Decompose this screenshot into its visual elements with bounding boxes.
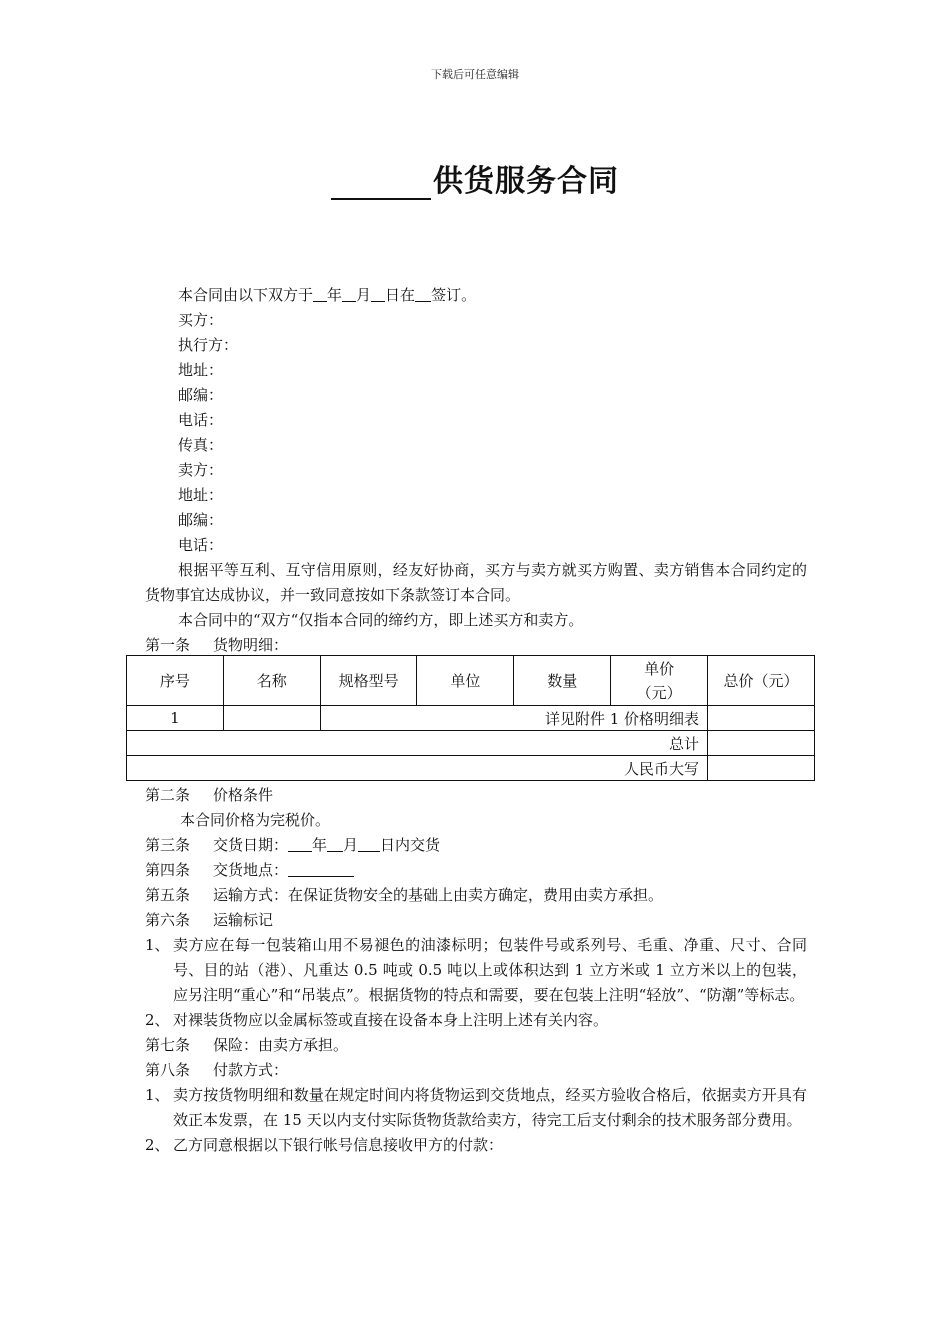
delivery-place-blank <box>288 859 354 877</box>
list-item-number: 2、 <box>145 1136 170 1154</box>
col-header-unit: 单位 <box>417 656 514 706</box>
contract-intro <box>145 283 807 658</box>
article-4-label: 交货地点： <box>213 861 289 879</box>
article-8-heading <box>145 1058 807 1083</box>
total-value-cell <box>708 731 815 756</box>
delivery-year-label: 年 <box>312 836 328 854</box>
unit-price-label: 单价 <box>644 659 675 678</box>
goods-table <box>126 655 815 781</box>
delivery-day-blank <box>358 834 380 852</box>
list-item <box>145 1133 807 1158</box>
list-item <box>145 933 807 1008</box>
month-blank <box>342 284 356 302</box>
col-header-spec: 规格型号 <box>320 656 417 706</box>
delivery-month-blank <box>327 834 343 852</box>
article-5 <box>145 883 807 908</box>
article-1-title: 货物明细： <box>213 636 289 654</box>
row-total-cell <box>708 706 815 731</box>
article-3-label: 交货日期： <box>213 836 289 854</box>
rmb-label: 人民币大写 <box>127 756 708 781</box>
unit-price-currency: （元） <box>636 683 682 702</box>
title-blank <box>331 168 431 200</box>
article-2-body: 本合同价格为完税价。 <box>180 811 331 829</box>
month-label: 月 <box>356 286 372 304</box>
article-4 <box>145 858 807 883</box>
article-6-number: 第六条 <box>145 911 191 929</box>
col-header-total: 总价（元） <box>708 656 815 706</box>
buyer-postcode: 邮编： <box>178 386 224 404</box>
article-4-number: 第四条 <box>145 861 191 879</box>
delivery-month-label: 月 <box>343 836 359 854</box>
article-7-text: 保险：由卖方承担。 <box>213 1036 349 1054</box>
article-7-number: 第七条 <box>145 1036 191 1054</box>
buyer-address: 地址： <box>178 361 224 379</box>
delivery-day-suffix: 日内交货 <box>380 836 441 854</box>
list-item-text: 对裸装货物应以金属标签或直接在设备本身上注明上述有关内容。 <box>173 1011 609 1029</box>
article-2-number: 第二条 <box>145 786 191 804</box>
buyer-phone: 电话： <box>178 411 224 429</box>
article-5-text: 运输方式：在保证货物安全的基础上由卖方确定，费用由卖方承担。 <box>213 886 664 904</box>
total-label: 总计 <box>127 731 708 756</box>
title-text: 供货服务合同 <box>433 164 619 199</box>
list-item-text: 卖方按货物明细和数量在规定时间内将货物运到交货地点，经买方验收合格后，依据卖方开具有效正本发票，在 15 天以内支付实际货物货款给卖方，待完工后支付剩余的技术服务部分费用。 <box>173 1086 807 1129</box>
party-executor: 执行方： <box>178 336 239 354</box>
article-1-number: 第一条 <box>145 636 191 654</box>
col-header-name: 名称 <box>223 656 320 706</box>
party-seller: 卖方： <box>178 461 224 479</box>
list-item <box>145 1008 807 1033</box>
delivery-year-blank <box>288 834 312 852</box>
place-blank <box>415 284 431 302</box>
article-3 <box>145 833 807 858</box>
list-item-number: 1、 <box>145 936 170 954</box>
seller-phone: 电话： <box>178 536 224 554</box>
definition: 本合同中的“双方“仅指本合同的缔约方，即上述买方和卖方。 <box>178 611 584 629</box>
seller-postcode: 邮编： <box>178 511 224 529</box>
day-label: 日在 <box>385 286 416 304</box>
sign-line <box>145 283 807 308</box>
list-item-text: 乙方同意根据以下银行帐号信息接收甲方的付款： <box>173 1136 504 1154</box>
article-3-number: 第三条 <box>145 836 191 854</box>
col-header-unit-price <box>611 656 708 706</box>
row-name-cell <box>223 706 320 731</box>
article-2-heading <box>145 783 807 808</box>
list-item <box>145 1083 807 1133</box>
col-header-qty: 数量 <box>514 656 611 706</box>
rmb-row <box>127 756 815 781</box>
year-label: 年 <box>327 286 343 304</box>
preamble: 根据平等互利、互守信用原则，经友好协商，买方与卖方就买方购置、卖方销售本合同约定的货物事宜达成协议，并一致同意按如下条款签订本合同。 <box>145 561 807 604</box>
article-8-title: 付款方式： <box>213 1061 289 1079</box>
table-header-row <box>127 656 815 706</box>
total-row <box>127 731 815 756</box>
rmb-value-cell <box>708 756 815 781</box>
row-number: 1 <box>127 706 224 731</box>
party-buyer: 买方： <box>178 311 224 329</box>
day-blank <box>371 284 385 302</box>
article-2-title: 价格条件 <box>213 786 274 804</box>
sign-prefix: 本合同由以下双方于 <box>178 286 314 304</box>
article-8-number: 第八条 <box>145 1061 191 1079</box>
article-6-title: 运输标记 <box>213 911 274 929</box>
sign-suffix: 签订。 <box>431 286 477 304</box>
page-title <box>0 156 950 200</box>
year-blank <box>313 284 327 302</box>
list-item-text: 卖方应在每一包装箱山用不易褪色的油漆标明；包装件号或系列号、毛重、净重、尺寸、合同号、目的站（港）、凡重达 0.5 吨或 0.5 吨以上或体积达到 1 立方米或 1 立方米以上的包装，应另注明“重心”和“吊装点”。根据货物的特点和需要，要在包装上注明“轻放”、“防潮”等标志。 <box>173 936 807 1004</box>
article-5-number: 第五条 <box>145 886 191 904</box>
row-detail: 详见附件 1 价格明细表 <box>320 706 707 731</box>
article-7 <box>145 1033 807 1058</box>
list-item-number: 1、 <box>145 1086 170 1104</box>
col-header-no: 序号 <box>127 656 224 706</box>
header-note: 下载后可任意编辑 <box>431 68 519 81</box>
contract-articles <box>145 783 807 1158</box>
article-6-heading <box>145 908 807 933</box>
table-row <box>127 706 815 731</box>
buyer-fax: 传真： <box>178 436 224 454</box>
seller-address: 地址： <box>178 486 224 504</box>
list-item-number: 2、 <box>145 1011 170 1029</box>
